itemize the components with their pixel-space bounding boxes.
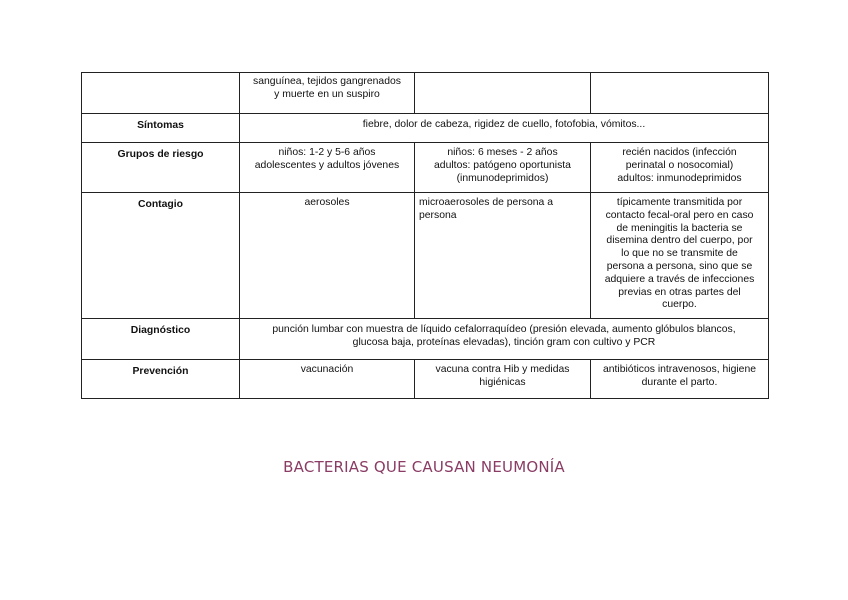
cell-prevencion-col2 xyxy=(415,360,591,399)
cell-grupos-col2 xyxy=(415,143,591,193)
row-label-grupos-riesgo: Grupos de riesgo xyxy=(82,143,240,193)
cell-line: adolescentes y adultos jóvenes xyxy=(254,159,400,171)
table-row-prevencion xyxy=(82,360,769,399)
cell-line: microaerosoles de persona a xyxy=(419,197,553,208)
cell-contagio-col3 xyxy=(591,193,769,319)
cell-line: contacto fecal-oral pero en caso xyxy=(605,209,754,221)
row-label-empty xyxy=(82,73,240,114)
cell-line: disemina dentro del cuerpo, por xyxy=(606,235,753,247)
cell-grupos-col1 xyxy=(240,143,415,193)
cell-continued-col1 xyxy=(240,73,415,114)
cell-line: durante el parto. xyxy=(641,376,718,388)
cell-line: lo que no se transmite de xyxy=(621,248,738,260)
cell-continued-col2 xyxy=(415,73,591,114)
cell-line: (inmunodeprimidos) xyxy=(456,172,549,184)
cell-continued-col3 xyxy=(591,73,769,114)
cell-line: perinatal o nosocomial) xyxy=(625,159,734,171)
cell-line: niños: 6 meses - 2 años xyxy=(447,147,558,158)
cell-line: de meningitis la bacteria se xyxy=(616,222,743,234)
cell-prevencion-col3 xyxy=(591,360,769,399)
table-row-grupos-riesgo xyxy=(82,143,769,193)
cell-prevencion-col1: vacunación xyxy=(240,360,415,399)
cell-line: glucosa baja, proteínas elevadas), tinción gram con cultivo y PCR xyxy=(352,336,656,348)
cell-line: punción lumbar con muestra de líquido cefalorraquídeo (presión elevada, aumento glóbulos blancos, xyxy=(272,324,736,335)
cell-line: adquiere a través de infecciones xyxy=(604,273,755,285)
section-title: BACTERIAS QUE CAUSAN NEUMONÍA xyxy=(283,458,565,476)
row-label-sintomas: Síntomas xyxy=(82,114,240,143)
row-label-contagio: Contagio xyxy=(82,193,240,319)
cell-contagio-col2 xyxy=(415,193,591,319)
cell-line: niños: 1-2 y 5-6 años xyxy=(278,147,376,158)
cell-line: previas en otras partes del xyxy=(618,286,741,298)
row-label-prevencion: Prevención xyxy=(82,360,240,399)
meningitis-bacteria-table xyxy=(81,72,769,399)
cell-grupos-col3 xyxy=(591,143,769,193)
cell-line: persona a persona, sino que se xyxy=(606,260,753,272)
cell-line: sanguínea, tejidos gangrenados xyxy=(253,76,401,87)
cell-diagnostico xyxy=(240,319,769,360)
cell-line: antibióticos intravenosos, higiene xyxy=(602,364,757,375)
cell-line: típicamente transmitida por xyxy=(616,197,743,208)
table-row-diagnostico xyxy=(82,319,769,360)
cell-line: cuerpo. xyxy=(662,299,697,311)
row-label-diagnostico: Diagnóstico xyxy=(82,319,240,360)
cell-line: higiénicas xyxy=(479,376,526,388)
cell-line: adultos: inmunodeprimidos xyxy=(617,172,742,184)
cell-line: adultos: patógeno oportunista xyxy=(434,159,571,171)
table-row-sintomas xyxy=(82,114,769,143)
table-row-contagio xyxy=(82,193,769,319)
cell-line: recién nacidos (infección xyxy=(622,147,737,158)
cell-line: persona xyxy=(419,209,457,221)
cell-line: y muerte en un suspiro xyxy=(274,88,380,100)
cell-sintomas: fiebre, dolor de cabeza, rigidez de cuello, fotofobia, vómitos... xyxy=(240,114,769,143)
cell-contagio-col1: aerosoles xyxy=(240,193,415,319)
table-row-continued xyxy=(82,73,769,114)
cell-line: vacuna contra Hib y medidas xyxy=(435,364,570,375)
